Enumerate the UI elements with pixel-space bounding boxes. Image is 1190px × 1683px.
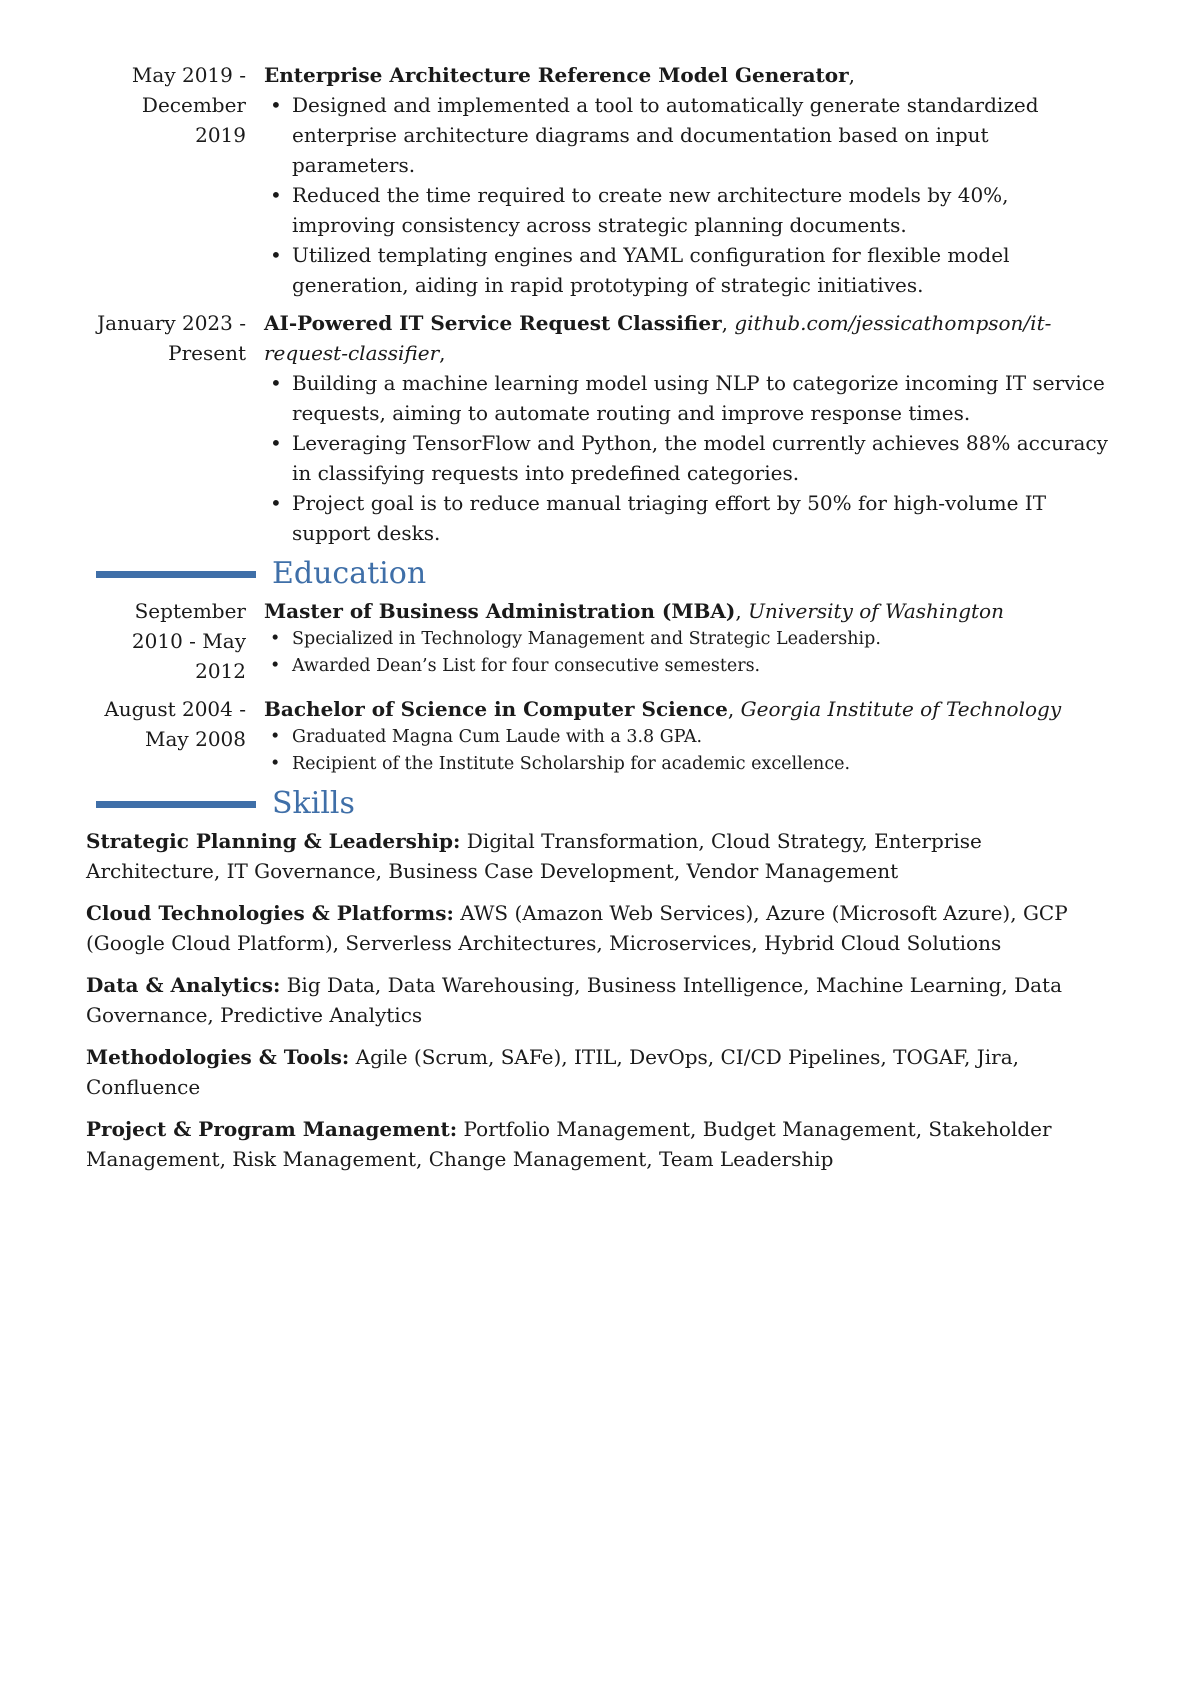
education-section-header bbox=[86, 556, 1116, 592]
skills-list bbox=[86, 826, 1116, 1174]
skill-label: Data & Analytics: bbox=[86, 973, 281, 997]
project-entry bbox=[86, 60, 1116, 300]
skill-items: Big Data, Data Warehousing, Business Intelligence, Machine Learning, Data Governance, Predictive Analytics bbox=[86, 973, 1063, 1027]
skill-label: Strategic Planning & Leadership: bbox=[86, 829, 461, 853]
skill-label: Project & Program Management: bbox=[86, 1117, 458, 1141]
list-item: • Awarded Dean’s List for four consecutive semesters. bbox=[264, 653, 1116, 680]
skill-group bbox=[86, 898, 1116, 958]
skill-group bbox=[86, 826, 1116, 886]
skill-items: Agile (Scrum, SAFe), ITIL, DevOps, CI/CD Pipelines, TOGAF, Jira, Confluence bbox=[86, 1045, 1020, 1099]
skill-items: Portfolio Management, Budget Management, Stakeholder Management, Risk Management, Change Management, Team Leadership bbox=[86, 1117, 1052, 1171]
education-bullets bbox=[264, 724, 1116, 778]
section-title: Education bbox=[272, 556, 427, 591]
project-date: January 2023 - Present bbox=[97, 311, 246, 365]
skill-items: AWS (Amazon Web Services), Azure (Microsoft Azure), GCP (Google Cloud Platform), Serverless Architectures, Microservices, Hybrid Cloud Solutions bbox=[86, 901, 1068, 955]
education-date: August 2004 - May 2008 bbox=[104, 697, 246, 751]
section-title: Skills bbox=[272, 786, 355, 821]
project-bullets bbox=[264, 90, 1116, 300]
skill-label: Cloud Technologies & Platforms: bbox=[86, 901, 454, 925]
school-name: Georgia Institute of Technology bbox=[740, 697, 1062, 721]
list-item: • Project goal is to reduce manual triaging effort by 50% for high-volume IT support desks. bbox=[264, 488, 1116, 548]
project-title: AI-Powered IT Service Request Classifier bbox=[264, 311, 722, 335]
list-item: • Designed and implemented a tool to automatically generate standardized enterprise architecture diagrams and documentation based on input parameters. bbox=[264, 90, 1116, 180]
list-item: • Specialized in Technology Management and Strategic Leadership. bbox=[264, 626, 1116, 653]
list-item: • Graduated Magna Cum Laude with a 3.8 GPA. bbox=[264, 724, 1116, 751]
section-bar bbox=[96, 571, 256, 578]
skill-group bbox=[86, 1042, 1116, 1102]
section-bar bbox=[96, 801, 256, 808]
degree-title: Master of Business Administration (MBA) bbox=[264, 599, 736, 623]
skill-label: Methodologies & Tools: bbox=[86, 1045, 350, 1069]
education-date: September 2010 - May 2012 bbox=[131, 599, 246, 683]
skill-items: Digital Transformation, Cloud Strategy, Enterprise Architecture, IT Governance, Business Case Development, Vendor Management bbox=[86, 829, 982, 883]
education-bullets bbox=[264, 626, 1116, 680]
list-item: • Leveraging TensorFlow and Python, the model currently achieves 88% accuracy in classifying requests into predefined categories. bbox=[264, 428, 1116, 488]
project-title: Enterprise Architecture Reference Model Generator bbox=[264, 63, 849, 87]
project-bullets bbox=[264, 368, 1116, 548]
skill-group bbox=[86, 1114, 1116, 1174]
list-item: • Recipient of the Institute Scholarship for academic excellence. bbox=[264, 751, 1116, 778]
education-content: Master of Business Administration (MBA), University of Washington • Specialized in Technology Management and Strategic Leadership. • Awarded Dean’s List for four consecutive semesters. bbox=[264, 596, 1116, 680]
skills-section-header bbox=[86, 786, 1116, 822]
school-name: University of Washington bbox=[748, 599, 1004, 623]
resume-page bbox=[86, 60, 1116, 1186]
education-entry bbox=[86, 596, 1116, 686]
list-item: • Building a machine learning model using NLP to categorize incoming IT service requests, aiming to automate routing and improve response times. bbox=[264, 368, 1116, 428]
degree-title: Bachelor of Science in Computer Science bbox=[264, 697, 728, 721]
project-content: AI-Powered IT Service Request Classifier, github.com/jessicathompson/it-request-classifier, • Building a machine learning model using NLP to categorize incoming IT service requests, aiming to automate routing and improve response times. • Leveraging TensorFlow and Python, the model currently achieves 88% accuracy in classifying requests into predefined categories. • Project goal is to reduce manual triaging effort by 50% for high-volume IT support desks. bbox=[264, 308, 1116, 548]
education-content: Bachelor of Science in Computer Science, Georgia Institute of Technology • Graduated Magna Cum Laude with a 3.8 GPA. • Recipient of the Institute Scholarship for academic excellence. bbox=[264, 694, 1116, 778]
project-date: May 2019 - December 2019 bbox=[131, 63, 246, 147]
skill-group bbox=[86, 970, 1116, 1030]
project-link[interactable]: github.com/jessicathompson/it-request-classifier bbox=[264, 311, 1052, 365]
list-item: • Reduced the time required to create new architecture models by 40%, improving consistency across strategic planning documents. bbox=[264, 180, 1116, 240]
education-entry bbox=[86, 694, 1116, 778]
project-entry bbox=[86, 308, 1116, 548]
list-item: • Utilized templating engines and YAML configuration for flexible model generation, aiding in rapid prototyping of strategic initiatives. bbox=[264, 240, 1116, 300]
project-content: Enterprise Architecture Reference Model Generator, • Designed and implemented a tool to automatically generate standardized enterprise architecture diagrams and documentation based on input parameters. • Reduced the time required to create new architecture models by 40%, improving consistency across strategic planning documents. • Utilized templating engines and YAML configuration for flexible model generation, aiding in rapid prototyping of strategic initiatives. bbox=[264, 60, 1116, 300]
